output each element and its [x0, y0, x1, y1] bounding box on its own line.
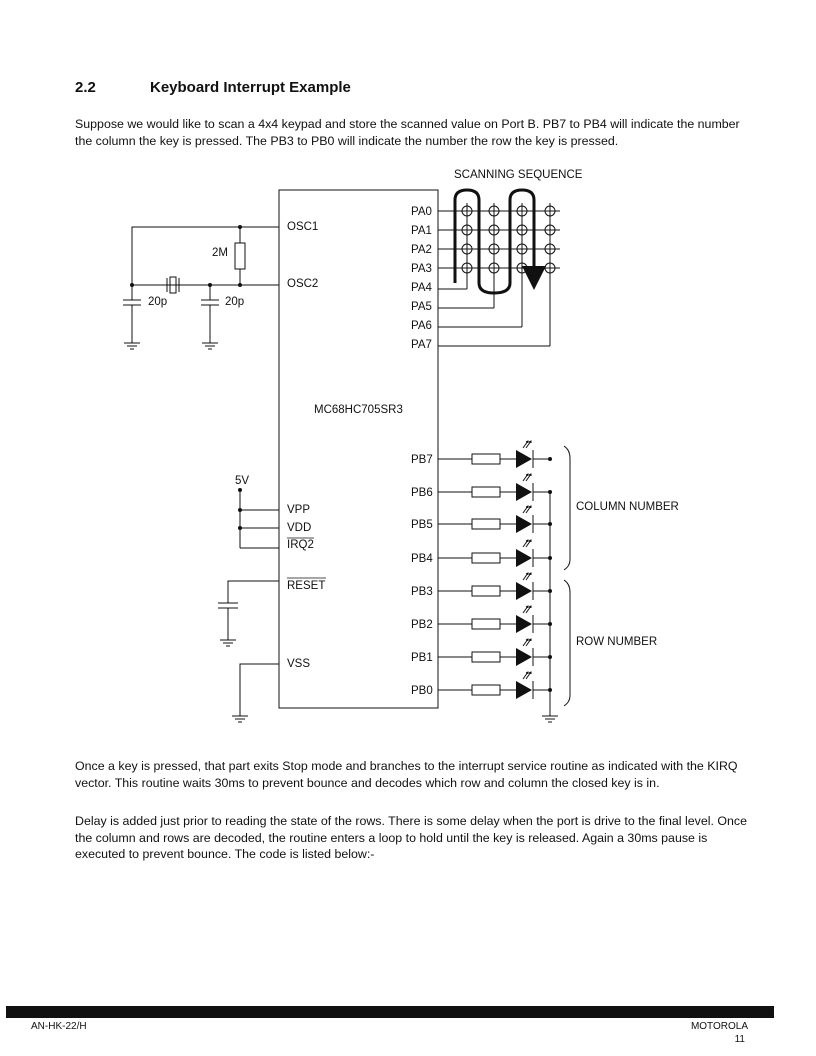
pin-vdd: VDD [287, 522, 312, 534]
light-emission-icon [523, 540, 531, 547]
pin-pa4: PA4 [411, 282, 432, 294]
pin-pb3: PB3 [411, 586, 433, 598]
resistor [472, 619, 500, 629]
pin-pb2: PB2 [411, 619, 433, 631]
footer-doc-id: AN-HK-22/H [31, 1021, 87, 1032]
resistor-value: 2M [212, 247, 228, 259]
column-number-label: COLUMN NUMBER [576, 501, 679, 513]
supply-voltage: 5V [235, 475, 250, 487]
chip-name: MC68HC705SR3 [314, 404, 403, 416]
row-number-label: ROW NUMBER [576, 636, 658, 648]
pin-reset: RESET [287, 580, 326, 592]
led-icon [516, 483, 532, 501]
pin-pb5: PB5 [411, 519, 433, 531]
body-paragraph-2: Delay is added just prior to reading the state of the rows. There is some delay when the port is drive to the final level. Once the column and rows are decoded, the routine enters a loop to hold until the key is released. Again a 30ms pause is executed to prevent bounce. The code is listed below:- [75, 814, 747, 861]
pin-pb7: PB7 [411, 454, 433, 466]
pin-osc2: OSC2 [287, 278, 319, 290]
pin-pa0: PA0 [411, 206, 432, 218]
pin-pa5: PA5 [411, 301, 432, 313]
section-title: Keyboard Interrupt Example [150, 79, 351, 96]
resistor [472, 519, 500, 529]
resistor [472, 685, 500, 695]
pin-pa3: PA3 [411, 263, 432, 275]
light-emission-icon [523, 441, 531, 448]
pin-irq2: IRQ2 [287, 539, 314, 551]
column-brace [564, 446, 570, 570]
led-icon [516, 515, 532, 533]
capacitor1-value: 20p [148, 296, 168, 308]
led-icon [516, 681, 532, 699]
resistor [472, 553, 500, 563]
pin-pb4: PB4 [411, 553, 433, 565]
resistor [472, 454, 500, 464]
light-emission-icon [523, 672, 531, 679]
pin-osc1: OSC1 [287, 221, 319, 233]
intro-paragraph: Suppose we would like to scan a 4x4 keypad and store the scanned value on Port B. PB7 to PB4 will indicate the number the column the key is pressed. The PB3 to PB0 will indicate the number the row the key is pressed. [75, 117, 740, 148]
pin-pb1: PB1 [411, 652, 433, 664]
pin-pa6: PA6 [411, 320, 432, 332]
footer-page-number: 11 [734, 1034, 745, 1045]
resistor [472, 487, 500, 497]
section-number: 2.2 [75, 79, 96, 96]
led-icon [516, 615, 532, 633]
light-emission-icon [523, 506, 531, 513]
light-emission-icon [523, 474, 531, 481]
pin-pa7: PA7 [411, 339, 432, 351]
pin-pb0: PB0 [411, 685, 433, 697]
pin-vpp: VPP [287, 504, 311, 516]
light-emission-icon [523, 573, 531, 580]
scanning-sequence-label: SCANNING SEQUENCE [454, 169, 583, 181]
pin-pa1: PA1 [411, 225, 432, 237]
pin-pb6: PB6 [411, 487, 433, 499]
pin-vss: VSS [287, 658, 311, 670]
led-icon [516, 549, 532, 567]
oscillator-network [123, 227, 279, 349]
pin-pa2: PA2 [411, 244, 432, 256]
row-brace [564, 580, 570, 706]
supply-network [218, 490, 279, 722]
led-icon [516, 648, 532, 666]
footer-bar [6, 1006, 774, 1018]
light-emission-icon [523, 639, 531, 646]
led-icon [516, 582, 532, 600]
body-paragraph-1: Once a key is pressed, that part exits Stop mode and branches to the interrupt service routine as indicated with the KIRQ vector. This routine waits 30ms to prevent bounce and decodes which row and column the closed key is in. [75, 759, 738, 790]
light-emission-icon [523, 606, 531, 613]
junction-dot [548, 457, 552, 461]
capacitor2-value: 20p [225, 296, 245, 308]
resistor [472, 586, 500, 596]
led-icon [516, 450, 532, 468]
footer-company: MOTOROLA [690, 1021, 748, 1032]
resistor [472, 652, 500, 662]
led-array [438, 441, 552, 699]
